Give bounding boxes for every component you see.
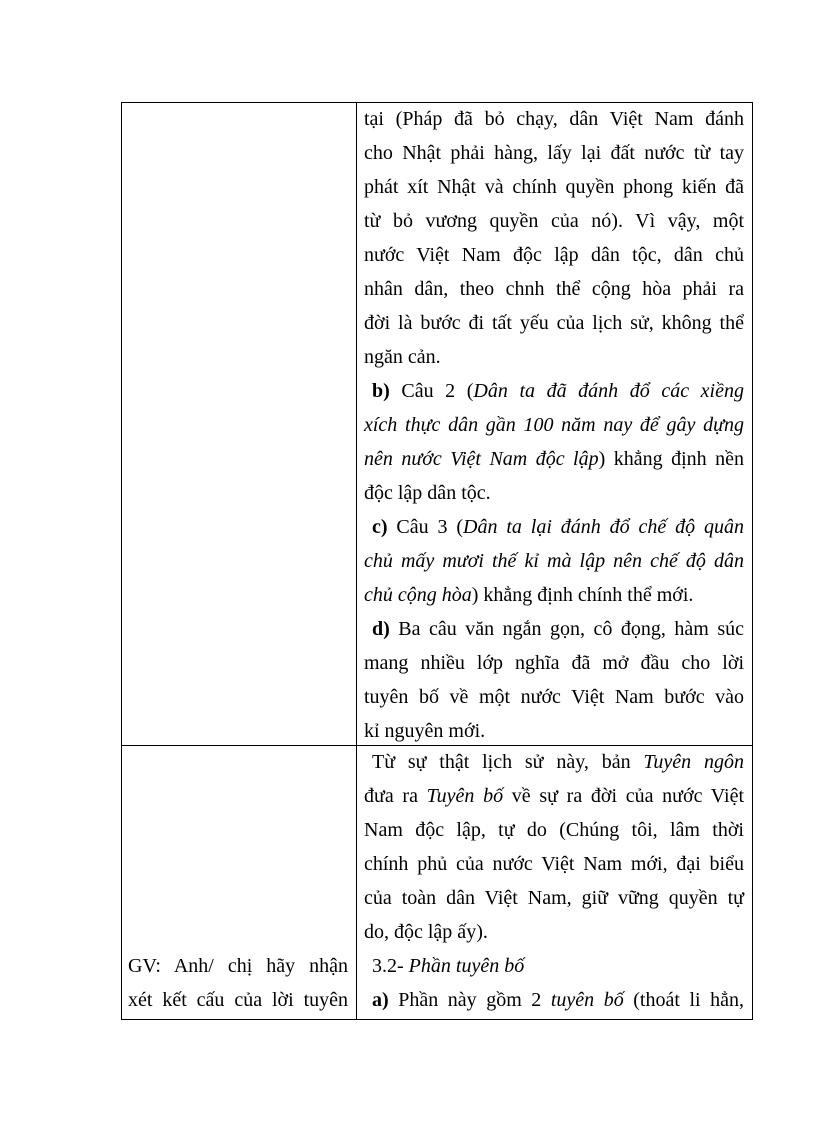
text-line: nước Việt Nam độc lập dân tộc, dân chủ — [364, 244, 744, 266]
text-line: đưa ra Tuyên bố về sự ra đời của nước Việt — [364, 785, 744, 807]
text-line: b) Câu 2 (Dân ta đã đánh đổ các xiềng — [372, 380, 744, 402]
text-line: mang nhiều lớp nghĩa đã mở đầu cho lời — [364, 652, 744, 674]
text-line: a) Phần này gồm 2 tuyên bố (thoát li hẳn, — [372, 989, 745, 1011]
text-line: Từ sự thật lịch sử này, bản Tuyên ngôn — [372, 751, 744, 773]
text-line: c) Câu 3 (Dân ta lại đánh đổ chế độ quân — [372, 516, 744, 538]
section-heading: 3.2- Phần tuyên bố — [372, 955, 525, 977]
text-line: chủ mấy mươi thế kỉ mà lập nên chế độ dân — [364, 550, 744, 572]
text-line: đời là bước đi tất yếu của lịch sử, không thể — [364, 312, 744, 334]
teacher-prompt-line: GV: Anh/ chị hãy nhận — [128, 955, 348, 977]
text-line: d) Ba câu văn ngắn gọn, cô đọng, hàm súc — [372, 618, 744, 640]
text-line: tuyên bố về một nước Việt Nam bước vào — [364, 686, 744, 708]
text-line: cho Nhật phải hàng, lấy lại đất nước từ tay — [364, 142, 744, 164]
text-line: do, độc lập ấy). — [364, 921, 488, 943]
text-line: xích thực dân gần 100 năm nay để gây dựng — [364, 414, 744, 436]
teacher-prompt-line: xét kết cấu của lời tuyên — [128, 989, 348, 1011]
text-line: nhân dân, theo chnh thể cộng hòa phải ra — [364, 278, 744, 300]
text-line: nên nước Việt Nam độc lập) khẳng định nền — [364, 448, 744, 470]
row-divider — [121, 745, 753, 746]
text-line: từ bỏ vương quyền của nó). Vì vậy, một — [364, 210, 744, 232]
text-line: của toàn dân Việt Nam, giữ vững quyền tự — [364, 887, 744, 909]
text-line: chủ cộng hòa) khẳng định chính thể mới. — [364, 584, 694, 606]
text-line: tại (Pháp đã bỏ chạy, dân Việt Nam đánh — [364, 108, 744, 130]
text-line: phát xít Nhật và chính quyền phong kiến đã — [364, 176, 744, 198]
column-divider — [356, 102, 357, 1020]
text-line: chính phủ của nước Việt Nam mới, đại biểu — [364, 853, 744, 875]
text-line: độc lập dân tộc. — [364, 482, 491, 504]
text-line: Nam độc lập, tự do (Chúng tôi, lâm thời — [364, 819, 744, 841]
text-line: kỉ nguyên mới. — [364, 720, 486, 742]
text-line: ngăn cản. — [364, 346, 441, 368]
